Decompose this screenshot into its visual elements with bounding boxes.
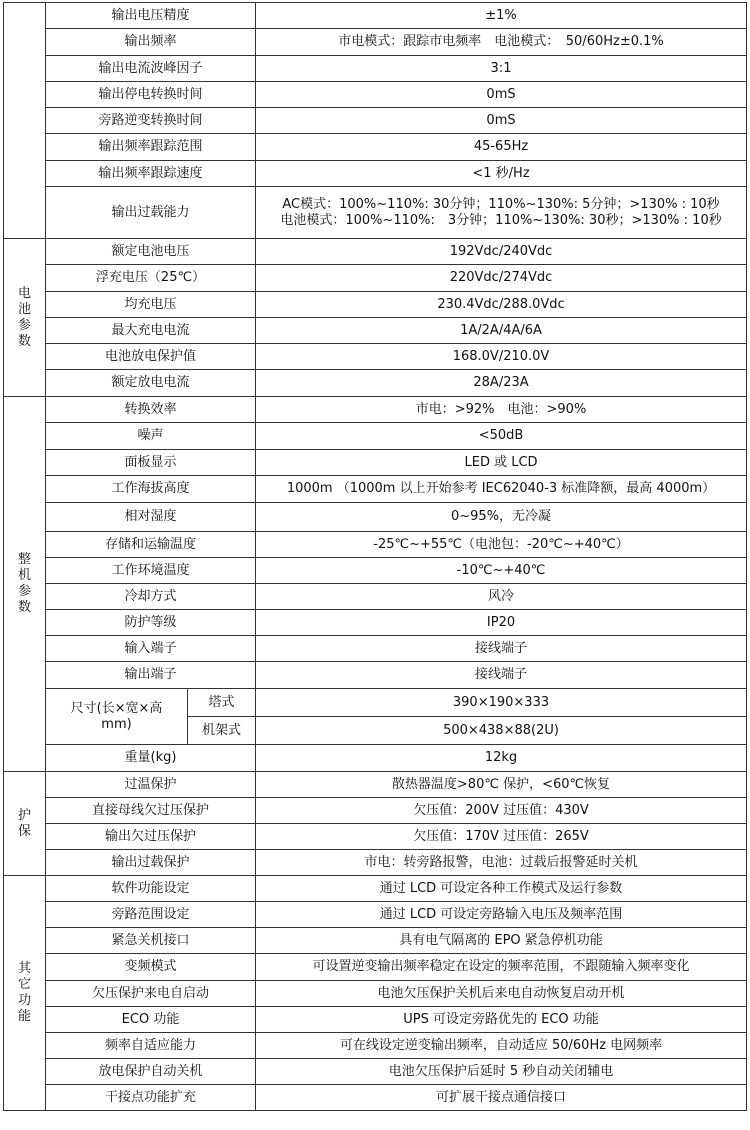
row-label: 变频模式 <box>46 954 256 981</box>
table-row <box>4 292 747 318</box>
row-value: 可设置逆变输出频率稳定在设定的频率范围，不跟随输入频率变化 <box>256 954 747 981</box>
table-row <box>4 532 747 558</box>
category-protection <box>4 772 46 876</box>
dimension-rack-value: 500×438×88(2U) <box>256 717 747 745</box>
dimension-tower-label: 塔式 <box>188 689 256 717</box>
category-char: 整 <box>17 552 31 567</box>
category-char: 其 <box>17 961 31 976</box>
row-value: ±1% <box>256 3 747 29</box>
row-label: 噪声 <box>46 423 256 450</box>
row-value: 可扩展干接点通信接口 <box>256 1085 747 1111</box>
dimension-tower-value: 390×190×333 <box>256 689 747 717</box>
category-char: 功 <box>17 993 31 1008</box>
table-row <box>4 902 747 928</box>
table-row <box>4 876 747 902</box>
table-row <box>4 187 747 239</box>
row-value: 电池欠压保护关机后来电自动恢复启动开机 <box>256 981 747 1007</box>
row-value: 28A/23A <box>256 370 747 397</box>
overload-battery-line: 电池模式：100%~110%: 3分钟；110%~130%: 30秒；>130% : 10秒 <box>280 212 722 228</box>
row-label: 旁路逆变转换时间 <box>46 108 256 134</box>
row-label: 转换效率 <box>46 397 256 423</box>
table-row <box>4 318 747 344</box>
table-row <box>4 450 747 476</box>
row-label: ECO 功能 <box>46 1007 256 1033</box>
table-row <box>4 134 747 161</box>
row-label: 输入端子 <box>46 636 256 662</box>
row-value-multiline <box>256 187 747 239</box>
row-label: 输出频率 <box>46 29 256 56</box>
row-label: 欠压保护来电自启动 <box>46 981 256 1007</box>
row-value: 风冷 <box>256 584 747 610</box>
table-row <box>4 3 747 29</box>
row-value: LED 或 LCD <box>256 450 747 476</box>
category-output <box>4 3 46 239</box>
row-label: 软件功能设定 <box>46 876 256 902</box>
row-value: 欠压值：170V 过压值：265V <box>256 824 747 850</box>
row-value: 230.4Vdc/288.0Vdc <box>256 292 747 318</box>
row-value: 通过 LCD 可设定旁路输入电压及频率范围 <box>256 902 747 928</box>
spec-table <box>3 2 747 1111</box>
category-char: 机 <box>17 568 31 583</box>
table-row <box>4 689 747 717</box>
row-label: 面板显示 <box>46 450 256 476</box>
row-value: 散热器温度>80℃ 保护，<60℃恢复 <box>256 772 747 798</box>
row-label: 最大充电电流 <box>46 318 256 344</box>
row-label: 放电保护自动关机 <box>46 1059 256 1085</box>
row-value: 具有电气隔离的 EPO 紧急停机功能 <box>256 928 747 954</box>
table-row <box>4 1007 747 1033</box>
row-value: 接线端子 <box>256 662 747 689</box>
category-char: 它 <box>17 977 31 992</box>
row-label: 冷却方式 <box>46 584 256 610</box>
table-row <box>4 745 747 772</box>
dimension-rack-label: 机架式 <box>188 717 256 745</box>
row-label: 输出频率跟踪速度 <box>46 161 256 187</box>
table-row <box>4 954 747 981</box>
row-value: 3:1 <box>256 56 747 82</box>
row-label: 直接母线欠过压保护 <box>46 798 256 824</box>
row-label: 均充电压 <box>46 292 256 318</box>
table-row <box>4 56 747 82</box>
row-label: 工作海拔高度 <box>46 476 256 503</box>
row-value: 可在线设定逆变输出频率，自动适应 50/60Hz 电网频率 <box>256 1033 747 1059</box>
dimension-label-line: 尺寸(长×宽×高 <box>70 700 163 716</box>
category-char: 能 <box>17 1009 31 1024</box>
table-row <box>4 423 747 450</box>
category-char: 数 <box>17 333 31 349</box>
row-label: 额定放电电流 <box>46 370 256 397</box>
row-value: 12kg <box>256 745 747 772</box>
row-label: 紧急关机接口 <box>46 928 256 954</box>
table-row <box>4 636 747 662</box>
row-label: 工作环境温度 <box>46 558 256 584</box>
table-row <box>4 344 747 370</box>
row-value: 欠压值：200V 过压值：430V <box>256 798 747 824</box>
row-label: 输出频率跟踪范围 <box>46 134 256 161</box>
row-value: 192Vdc/240Vdc <box>256 239 747 265</box>
row-value: 0mS <box>256 82 747 108</box>
row-label: 重量(kg) <box>46 745 256 772</box>
row-value: -10℃~+40℃ <box>256 558 747 584</box>
row-label: 输出电压精度 <box>46 3 256 29</box>
category-other <box>4 876 46 1111</box>
table-row <box>4 265 747 292</box>
row-label: 过温保护 <box>46 772 256 798</box>
table-row <box>4 1059 747 1085</box>
category-char: 参 <box>17 317 31 333</box>
table-row <box>4 161 747 187</box>
table-row <box>4 772 747 798</box>
table-row <box>4 824 747 850</box>
row-value: 1A/2A/4A/6A <box>256 318 747 344</box>
row-label: 电池放电保护值 <box>46 344 256 370</box>
row-value: 0~95%，无冷凝 <box>256 503 747 532</box>
table-row <box>4 981 747 1007</box>
row-label: 频率自适应能力 <box>46 1033 256 1059</box>
row-label: 旁路范围设定 <box>46 902 256 928</box>
row-value: <1 秒/Hz <box>256 161 747 187</box>
row-value: 市电：>92% 电池：>90% <box>256 397 747 423</box>
row-value: 市电：转旁路报警，电池：过载后报警延时关机 <box>256 850 747 876</box>
category-char: 池 <box>17 301 31 317</box>
row-value: 1000m （1000m 以上开始参考 IEC62040-3 标准降额，最高 4000m） <box>256 476 747 503</box>
dimension-label <box>46 689 188 745</box>
row-value: 接线端子 <box>256 636 747 662</box>
row-label: 浮充电压（25℃） <box>46 265 256 292</box>
row-label: 干接点功能扩充 <box>46 1085 256 1111</box>
table-row <box>4 558 747 584</box>
row-label: 输出端子 <box>46 662 256 689</box>
row-value: UPS 可设定旁路优先的 ECO 功能 <box>256 1007 747 1033</box>
row-label: 相对湿度 <box>46 503 256 532</box>
row-label: 存储和运输温度 <box>46 532 256 558</box>
row-label: 输出电流波峰因子 <box>46 56 256 82</box>
row-label: 输出过载保护 <box>46 850 256 876</box>
table-row <box>4 1085 747 1111</box>
table-row <box>4 798 747 824</box>
row-value: 通过 LCD 可设定各种工作模式及运行参数 <box>256 876 747 902</box>
table-row <box>4 1033 747 1059</box>
category-char: 参 <box>17 584 31 599</box>
dimension-label-line: mm) <box>101 716 132 732</box>
row-value: 电池欠压保护后延时 5 秒自动关闭辅电 <box>256 1059 747 1085</box>
category-battery <box>4 239 46 397</box>
row-value: <50dB <box>256 423 747 450</box>
table-row <box>4 397 747 423</box>
table-row <box>4 108 747 134</box>
row-label: 防护等级 <box>46 610 256 636</box>
row-value: 220Vdc/274Vdc <box>256 265 747 292</box>
table-row <box>4 370 747 397</box>
table-row <box>4 662 747 689</box>
category-char: 电 <box>17 285 31 301</box>
category-char: 护 <box>17 807 31 823</box>
row-label: 额定电池电压 <box>46 239 256 265</box>
row-value: -25℃~+55℃（电池包：-20℃~+40℃） <box>256 532 747 558</box>
overload-ac-line: AC模式：100%~110%: 30分钟；110%~130%: 5分钟；>130% : 10秒 <box>282 196 720 212</box>
table-row <box>4 584 747 610</box>
table-row <box>4 82 747 108</box>
row-label: 输出过载能力 <box>46 187 256 239</box>
row-value: 市电模式：跟踪市电频率 电池模式： 50/60Hz±0.1% <box>256 29 747 56</box>
row-value: 45-65Hz <box>256 134 747 161</box>
table-row <box>4 503 747 532</box>
table-row <box>4 928 747 954</box>
row-value: 168.0V/210.0V <box>256 344 747 370</box>
category-char: 保 <box>17 823 31 839</box>
row-value: IP20 <box>256 610 747 636</box>
row-label: 输出欠过压保护 <box>46 824 256 850</box>
table-row <box>4 476 747 503</box>
table-row <box>4 239 747 265</box>
table-row <box>4 610 747 636</box>
row-label: 输出停电转换时间 <box>46 82 256 108</box>
table-row <box>4 29 747 56</box>
table-row <box>4 850 747 876</box>
category-char: 数 <box>17 600 31 615</box>
category-machine <box>4 397 46 772</box>
row-value: 0mS <box>256 108 747 134</box>
